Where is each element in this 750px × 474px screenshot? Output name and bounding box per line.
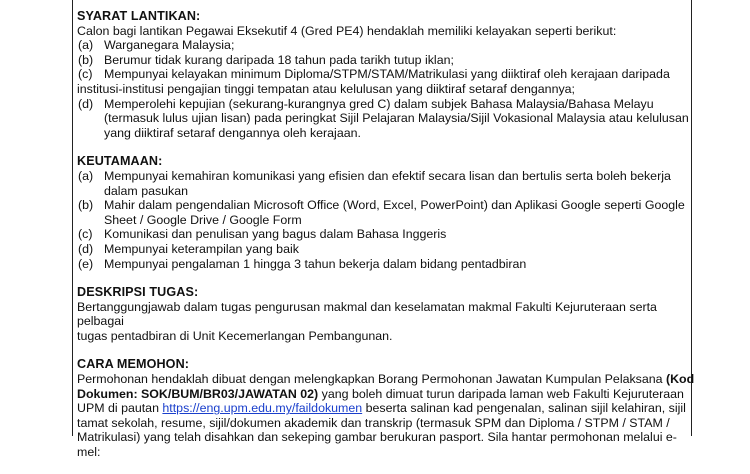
section-keutamaan — [77, 154, 697, 271]
list-item — [77, 242, 697, 257]
section-deskripsi-tugas — [77, 285, 697, 343]
faildokumen-link[interactable]: https://eng.upm.edu.my/faildokumen — [162, 401, 363, 416]
list-marker: (a) — [78, 38, 94, 53]
list-item — [77, 53, 697, 68]
list-item-continuation: institusi-institusi pengajian tinggi tempatan atau kelulusan yang diiktiraf setaraf dengannya; — [77, 81, 575, 96]
list-item-text: Mempunyai keterampilan yang baik — [104, 241, 299, 256]
list-item-line: Mempunyai kelayakan minimum Diploma/STPM/STAM/Matrikulasi yang diiktiraf oleh kerajaan daripada — [104, 67, 670, 82]
list-item-line: yang diiktiraf setaraf dengannya oleh kerajaan. — [104, 125, 361, 140]
list-item — [77, 227, 697, 242]
list-marker: (d) — [78, 96, 94, 111]
list-marker: (a) — [78, 168, 94, 183]
paragraph-text: beserta salinan kad pengenalan, salinan sijil kelahiran, sijil — [362, 401, 686, 416]
list-marker: (e) — [78, 256, 94, 271]
list-item — [77, 38, 697, 53]
list-item-line: Sheet / Google Drive / Google Form — [104, 212, 302, 227]
section-syarat-lantikan — [77, 9, 697, 140]
list-item-line: (termasuk lulus ujian lisan) pada peringkat Sijil Pelajaran Malaysia/Sijil Vokasional Malaysia atau kelulusan — [104, 111, 689, 126]
list-item-text: Mempunyai pengalaman 1 hingga 3 tahun bekerja dalam bidang pentadbiran — [104, 256, 527, 271]
paragraph-line — [77, 372, 697, 387]
list-item-text: Komunikasi dan penulisan yang bagus dalam Bahasa Inggeris — [104, 227, 447, 242]
document-body — [77, 9, 697, 474]
list-item-line: Mahir dalam pengendalian Microsoft Office (Word, Excel, PowerPoint) dan Aplikasi Google seperti Google — [104, 198, 685, 213]
paragraph-text: UPM di pautan — [77, 401, 163, 416]
list-item — [77, 67, 697, 82]
section-cara-memohon — [77, 357, 697, 459]
list-item — [77, 198, 697, 227]
paragraph-line: Matrikulasi) yang telah disahkan dan sekeping gambar berukuran pasport. Sila hantar permohonan melalui e-mel: — [77, 430, 677, 460]
paragraph-line — [77, 387, 697, 402]
list-marker: (b) — [78, 198, 94, 213]
list-item — [77, 257, 697, 272]
section-heading: KEUTAMAAN: — [77, 154, 163, 169]
paragraph-line: tamat sekolah, resume, sijil/dokumen akademik dan transkrip (termasuk SPM dan Diploma / STPM / STAM / — [77, 415, 670, 430]
list-item-line: Mempunyai kemahiran komunikasi yang efisien dan efektif secara lisan dan bertulis serta boleh bekerja — [104, 168, 671, 183]
document-code: Dokumen: SOK/BUM/BR03/JAWATAN 02) — [77, 386, 319, 401]
list-marker: (b) — [78, 52, 94, 67]
list-item-text: Warganegara Malaysia; — [104, 38, 235, 53]
list-item — [77, 169, 697, 198]
section-heading: DESKRIPSI TUGAS: — [77, 285, 199, 300]
section-intro: Calon bagi lantikan Pegawai Eksekutif 4 (Gred PE4) hendaklah memiliki kelayakan seperti berikut: — [77, 23, 617, 38]
section-heading: SYARAT LANTIKAN: — [77, 9, 201, 23]
list-item — [77, 97, 697, 141]
list-item-text: Berumur tidak kurang daripada 18 tahun pada tarikh tutup iklan; — [104, 52, 454, 67]
paragraph-line: tugas pentadbiran di Unit Kecemerlangan Pembangunan. — [77, 328, 393, 343]
paragraph-text: Permohonan hendaklah dibuat dengan melengkapkan Borang Permohonan Jawatan Kumpulan Pelaksana — [77, 372, 666, 387]
list-item-line: dalam pasukan — [104, 183, 189, 198]
list-marker: (c) — [78, 227, 93, 242]
document-code-label: (Kod — [665, 372, 695, 387]
paragraph-line: Bertanggungjawab dalam tugas pengurusan makmal dan keselamatan makmal Fakulti Kejuruteraan serta pelbagai — [77, 299, 657, 329]
paragraph-text: yang boleh dimuat turun daripada laman web Fakulti Kejuruteraan — [318, 386, 684, 401]
list-item-line: Memperolehi kepujian (sekurang-kurangnya gred C) dalam subjek Bahasa Malaysia/Bahasa Melayu — [104, 96, 654, 111]
list-marker: (c) — [78, 67, 93, 82]
section-heading: CARA MEMOHON: — [77, 357, 190, 372]
paragraph-line — [77, 401, 697, 416]
list-marker: (d) — [78, 241, 94, 256]
